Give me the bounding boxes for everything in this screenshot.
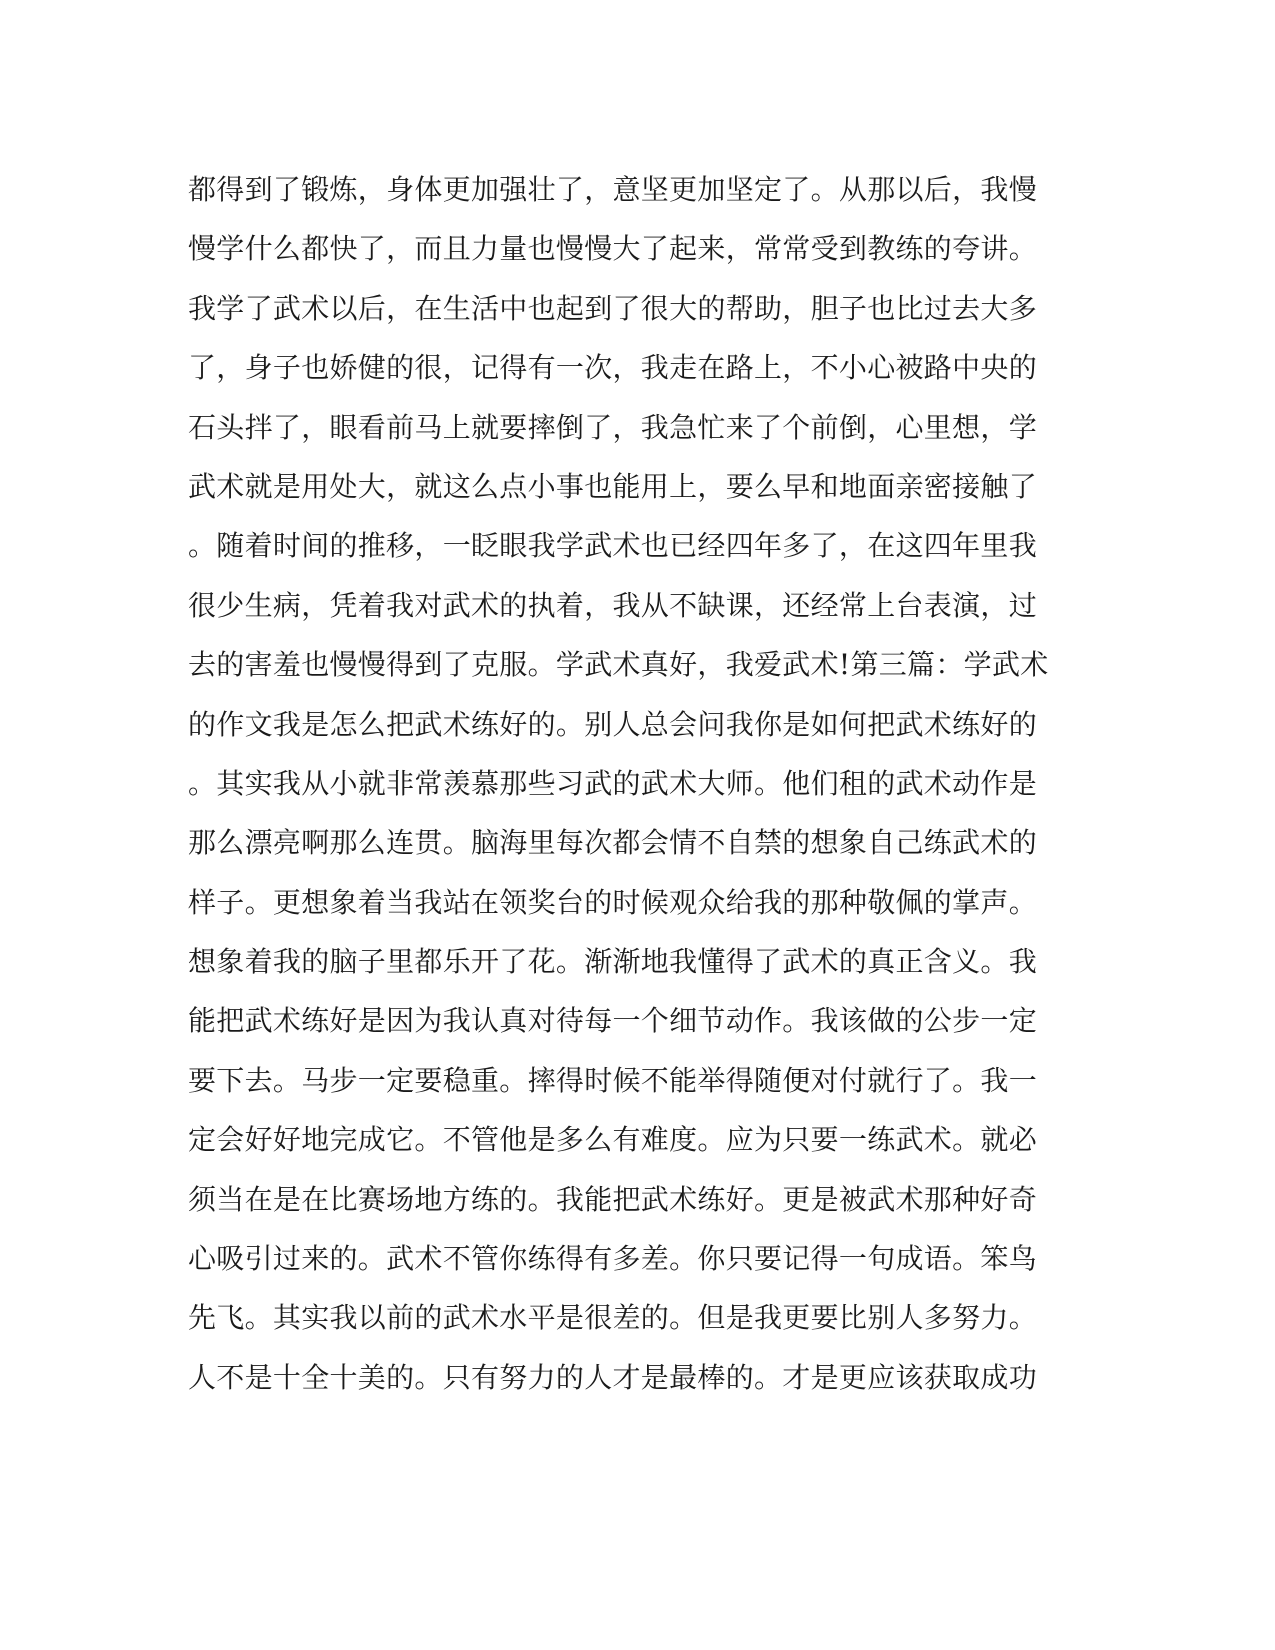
text-line: 去的害羞也慢慢得到了克服。学武术真好，我爱武术!第三篇：学武术: [188, 648, 1049, 682]
text-line: 都得到了锻炼，身体更加强壮了，意坚更加坚定了。从那以后，我慢: [188, 173, 1038, 206]
text-line: 很少生病，凭着我对武术的执着，我从不缺课，还经常上台表演，过: [188, 588, 1038, 622]
text-line: 那么漂亮啊那么连贯。脑海里每次都会情不自禁的想象自己练武术的: [188, 826, 1038, 860]
text-line: 武术就是用处大，就这么点小事也能用上，要么早和地面亲密接触了: [188, 469, 1038, 503]
body-text: [188, 160, 1068, 1407]
text-line: 。随着时间的推移，一眨眼我学武术也已经四年多了，在这四年里我: [188, 529, 1038, 563]
text-line: 要下去。马步一定要稳重。摔得时候不能举得随便对付就行了。我一: [188, 1063, 1038, 1097]
text-line: 了，身子也娇健的很，记得有一次，我走在路上，不小心被路中央的: [188, 351, 1038, 385]
text-line: 想象着我的脑子里都乐开了花。渐渐地我懂得了武术的真正含义。我: [188, 945, 1038, 979]
text-line: 的作文我是怎么把武术练好的。别人总会问我你是如何把武术练好的: [188, 707, 1038, 741]
text-line: 能把武术练好是因为我认真对待每一个细节动作。我该做的公步一定: [188, 1004, 1038, 1038]
text-line: 定会好好地完成它。不管他是多么有难度。应为只要一练武术。就必: [188, 1123, 1038, 1157]
text-line: 我学了武术以后，在生活中也起到了很大的帮助，胆子也比过去大多: [188, 291, 1038, 325]
text-line: 人不是十全十美的。只有努力的人才是最棒的。才是更应该获取成功: [188, 1360, 1038, 1394]
text-line: 慢学什么都快了，而且力量也慢慢大了起来，常常受到教练的夸讲。: [188, 232, 1038, 266]
text-line: 。其实我从小就非常羡慕那些习武的武术大师。他们租的武术动作是: [188, 766, 1038, 800]
text-line: 样子。更想象着当我站在领奖台的时候观众给我的那种敬佩的掌声。: [188, 885, 1038, 919]
text-line: 心吸引过来的。武术不管你练得有多差。你只要记得一句成语。笨鸟: [188, 1242, 1038, 1276]
text-line: 先飞。其实我以前的武术水平是很差的。但是我更要比别人多努力。: [188, 1301, 1038, 1335]
text-line: 石头拌了，眼看前马上就要摔倒了，我急忙来了个前倒，心里想，学: [188, 410, 1038, 444]
text-line: 须当在是在比赛场地方练的。我能把武术练好。更是被武术那种好奇: [188, 1182, 1038, 1216]
